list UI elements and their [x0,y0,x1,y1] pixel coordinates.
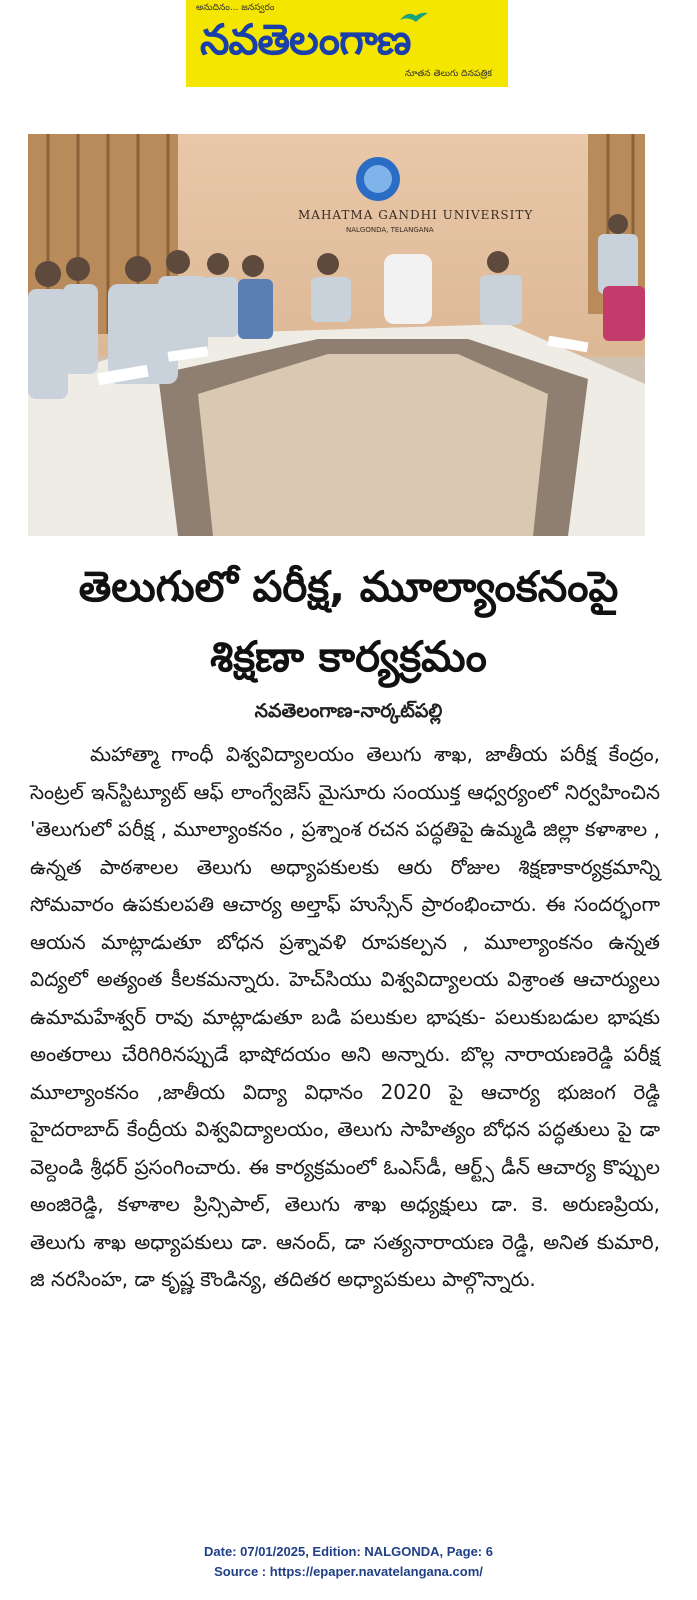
source-link[interactable]: Source : https://epaper.navatelangana.com/ [214,1564,483,1579]
masthead-tagline: అనుదినం... జనస్వరం [196,3,275,13]
meeting-photo-illustration [28,134,645,536]
bird-icon [400,10,428,24]
headline-line-1: తెలుగులో పరీక్ష, మూల్యాంకనంపై [78,562,619,611]
newspaper-logo: నవతెలంగాణ [200,15,411,64]
article-dateline: నవతెలంగాణ-నార్కట్‌పల్లి [254,700,443,722]
university-name-sign: MAHATMA GANDHI UNIVERSITY [298,208,534,222]
headline-line-2: శిక్షణా కార్యక్రమం [210,632,487,681]
newspaper-masthead [186,0,508,87]
article-body: మహాత్మా గాంధీ విశ్వవిద్యాలయం తెలుగు శాఖ, జాతీయ పరీక్ష కేంద్రం, సెంట్రల్ ఇన్‌స్టిట్యూట్ ఆఫ్ లాంగ్వేజెస్ మైసూరు సంయుక్త ఆధ్వర్యంలో నిర్వహించిన 'తెలుగులో పరీక్ష , మూల్యాంకనం , ప్రశ్నాంశ రచన పద్ధతిపై ఉమ్మడి జిల్లా కళాశాల , ఉన్నత పాఠశాలల తెలుగు అధ్యాపకులకు ఆరు రోజుల శిక్షణాకార్యక్రమాన్ని సోమవారం ఉపకులపతి ఆచార్య అల్తాఫ్ హుస్సేన్ ప్రారంభించారు. ఈ సందర్భంగా ఆయన మాట్లాడుతూ బోధన ప్రశ్నావళి రూపకల్పన , మూల్యాంకనం ఉన్నత విద్యలో అత్యంత కీలకమన్నారు. హెచ్‌సియు విశ్వవిద్యాలయ విశ్రాంత ఆచార్యులు ఉమామహేశ్వర్ రావు మాట్లాడుతూ బడి పలుకుల భాషకు- పలుకుబడుల భాషకు అంతరాలు చేరిగిరినప్పుడే భాషోదయం అని అన్నారు. బొల్ల నారాయణరెడ్డి పరీక్ష మూల్యాంకనం ,జాతీయ విద్యా విధానం 2020 పై ఆచార్య భుజంగ రెడ్డి హైదరాబాద్ కేంద్రీయ విశ్వవిద్యాలయం, తెలుగు సాహిత్యం బోధన పద్ధతులు పై డా వెల్దండి శ్రీధర్ ప్రసంగించారు. ఈ కార్యక్రమంలో ఓఎస్‌డీ, ఆర్ట్స్ డీన్ ఆచార్య కొప్పుల అంజిరెడ్డి, కళాశాల ప్రిన్సిపాల్, తెలుగు శాఖ అధ్యక్షులు డా. కె. అరుణప్రియ, తెలుగు శాఖ అధ్యాపకులు డా. ఆనంద్, డా సత్యనారాయణ రెడ్డి, అనిత కుమారి, జి నరసింహ, డా కృష్ణ కౌండిన్య, తదితర అధ్యాపకులు పాల్గొన్నారు. [30,742,660,1291]
university-location-sign: NALGONDA, TELANGANA [346,226,434,234]
news-photo [28,134,645,536]
masthead-subline: నూతన తెలుగు దినపత్రిక [404,69,492,79]
edition-info: Date: 07/01/2025, Edition: NALGONDA, Page: 6 [204,1544,493,1559]
